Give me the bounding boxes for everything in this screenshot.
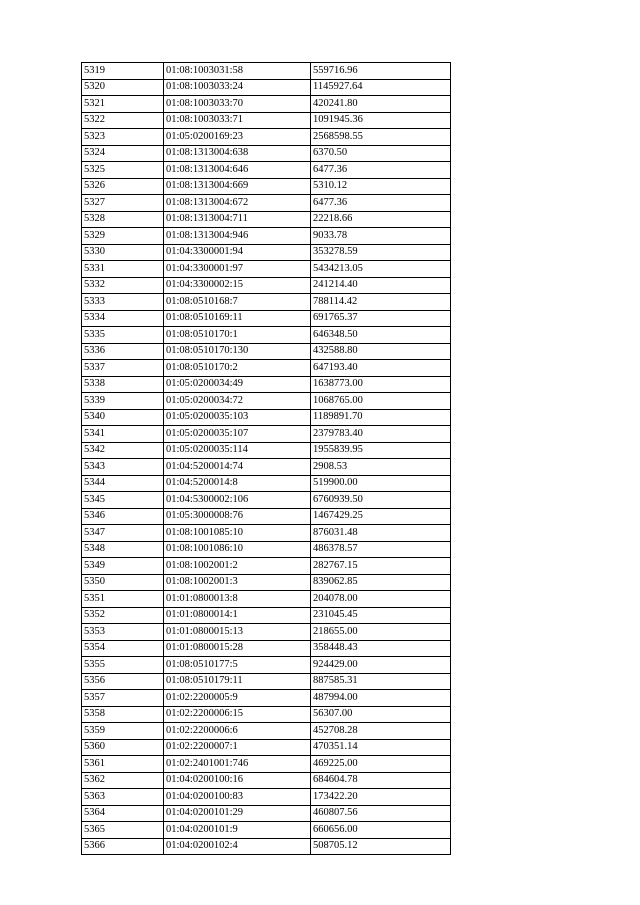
row-number-cell: 5364 bbox=[82, 805, 164, 822]
value-cell: 487994.00 bbox=[311, 690, 451, 707]
cadastral-number-cell: 01:08:1001086:10 bbox=[164, 541, 311, 558]
row-number-cell: 5346 bbox=[82, 508, 164, 525]
table-row bbox=[82, 459, 451, 476]
value-cell: 2568598.55 bbox=[311, 129, 451, 146]
cadastral-number-cell: 01:04:0200100:16 bbox=[164, 772, 311, 789]
row-number-cell: 5334 bbox=[82, 310, 164, 327]
table-row bbox=[82, 475, 451, 492]
value-cell: 508705.12 bbox=[311, 838, 451, 855]
cadastral-number-cell: 01:08:0510170:130 bbox=[164, 343, 311, 360]
value-cell: 173422.20 bbox=[311, 789, 451, 806]
table-row bbox=[82, 343, 451, 360]
cadastral-number-cell: 01:08:1313004:946 bbox=[164, 228, 311, 245]
row-number-cell: 5357 bbox=[82, 690, 164, 707]
row-number-cell: 5340 bbox=[82, 409, 164, 426]
value-cell: 486378.57 bbox=[311, 541, 451, 558]
row-number-cell: 5339 bbox=[82, 393, 164, 410]
row-number-cell: 5343 bbox=[82, 459, 164, 476]
table-row bbox=[82, 310, 451, 327]
table-row bbox=[82, 706, 451, 723]
table-row bbox=[82, 129, 451, 146]
table-row bbox=[82, 442, 451, 459]
table-row bbox=[82, 789, 451, 806]
row-number-cell: 5363 bbox=[82, 789, 164, 806]
row-number-cell: 5351 bbox=[82, 591, 164, 608]
table-row bbox=[82, 574, 451, 591]
value-cell: 22218.66 bbox=[311, 211, 451, 228]
value-cell: 2908.53 bbox=[311, 459, 451, 476]
table-row bbox=[82, 228, 451, 245]
cadastral-number-cell: 01:04:5200014:74 bbox=[164, 459, 311, 476]
cadastral-number-cell: 01:04:0200101:9 bbox=[164, 822, 311, 839]
cadastral-number-cell: 01:04:5300002:106 bbox=[164, 492, 311, 509]
table-row bbox=[82, 393, 451, 410]
value-cell: 56307.00 bbox=[311, 706, 451, 723]
cadastral-number-cell: 01:08:1313004:711 bbox=[164, 211, 311, 228]
cadastral-number-cell: 01:02:2401001:746 bbox=[164, 756, 311, 773]
table-row bbox=[82, 211, 451, 228]
table-row bbox=[82, 294, 451, 311]
value-cell: 358448.43 bbox=[311, 640, 451, 657]
cadastral-number-cell: 01:05:0200034:49 bbox=[164, 376, 311, 393]
value-cell: 519900.00 bbox=[311, 475, 451, 492]
table-row bbox=[82, 558, 451, 575]
table-row bbox=[82, 739, 451, 756]
value-cell: 876031.48 bbox=[311, 525, 451, 542]
table-row bbox=[82, 591, 451, 608]
table-row bbox=[82, 426, 451, 443]
table-row bbox=[82, 492, 451, 509]
table-row bbox=[82, 690, 451, 707]
row-number-cell: 5323 bbox=[82, 129, 164, 146]
value-cell: 1467429.25 bbox=[311, 508, 451, 525]
table-row bbox=[82, 673, 451, 690]
value-cell: 6370.50 bbox=[311, 145, 451, 162]
cadastral-number-cell: 01:08:1002001:2 bbox=[164, 558, 311, 575]
row-number-cell: 5331 bbox=[82, 261, 164, 278]
cadastral-number-cell: 01:08:0510177:5 bbox=[164, 657, 311, 674]
row-number-cell: 5349 bbox=[82, 558, 164, 575]
value-cell: 2379783.40 bbox=[311, 426, 451, 443]
table-row bbox=[82, 327, 451, 344]
value-cell: 6477.36 bbox=[311, 195, 451, 212]
cadastral-number-cell: 01:01:0800015:13 bbox=[164, 624, 311, 641]
cadastral-number-cell: 01:05:0200169:23 bbox=[164, 129, 311, 146]
value-cell: 5434213.05 bbox=[311, 261, 451, 278]
row-number-cell: 5341 bbox=[82, 426, 164, 443]
table-row bbox=[82, 508, 451, 525]
row-number-cell: 5329 bbox=[82, 228, 164, 245]
cadastral-number-cell: 01:08:0510168:7 bbox=[164, 294, 311, 311]
row-number-cell: 5366 bbox=[82, 838, 164, 855]
cadastral-number-cell: 01:04:3300001:94 bbox=[164, 244, 311, 261]
value-cell: 420241.80 bbox=[311, 96, 451, 113]
table-row bbox=[82, 657, 451, 674]
cadastral-number-cell: 01:02:2200006:15 bbox=[164, 706, 311, 723]
cadastral-number-cell: 01:04:0200101:29 bbox=[164, 805, 311, 822]
value-cell: 684604.78 bbox=[311, 772, 451, 789]
row-number-cell: 5335 bbox=[82, 327, 164, 344]
table-row bbox=[82, 805, 451, 822]
value-cell: 788114.42 bbox=[311, 294, 451, 311]
table-row bbox=[82, 195, 451, 212]
cadastral-number-cell: 01:08:0510179:11 bbox=[164, 673, 311, 690]
value-cell: 432588.80 bbox=[311, 343, 451, 360]
value-cell: 887585.31 bbox=[311, 673, 451, 690]
cadastral-number-cell: 01:08:1003031:58 bbox=[164, 63, 311, 80]
table-row bbox=[82, 96, 451, 113]
value-cell: 1068765.00 bbox=[311, 393, 451, 410]
value-cell: 1145927.64 bbox=[311, 79, 451, 96]
row-number-cell: 5320 bbox=[82, 79, 164, 96]
table-row bbox=[82, 261, 451, 278]
cadastral-number-cell: 01:08:1313004:646 bbox=[164, 162, 311, 179]
row-number-cell: 5325 bbox=[82, 162, 164, 179]
value-cell: 839062.85 bbox=[311, 574, 451, 591]
value-cell: 559716.96 bbox=[311, 63, 451, 80]
value-cell: 282767.15 bbox=[311, 558, 451, 575]
cadastral-number-cell: 01:02:2200005:9 bbox=[164, 690, 311, 707]
row-number-cell: 5354 bbox=[82, 640, 164, 657]
value-cell: 460807.56 bbox=[311, 805, 451, 822]
table-row bbox=[82, 145, 451, 162]
value-cell: 9033.78 bbox=[311, 228, 451, 245]
row-number-cell: 5328 bbox=[82, 211, 164, 228]
row-number-cell: 5353 bbox=[82, 624, 164, 641]
table-row bbox=[82, 277, 451, 294]
table-row bbox=[82, 79, 451, 96]
table-row bbox=[82, 63, 451, 80]
row-number-cell: 5332 bbox=[82, 277, 164, 294]
value-cell: 6477.36 bbox=[311, 162, 451, 179]
value-cell: 452708.28 bbox=[311, 723, 451, 740]
row-number-cell: 5337 bbox=[82, 360, 164, 377]
row-number-cell: 5356 bbox=[82, 673, 164, 690]
cadastral-number-cell: 01:05:0200034:72 bbox=[164, 393, 311, 410]
table-row bbox=[82, 640, 451, 657]
value-cell: 5310.12 bbox=[311, 178, 451, 195]
row-number-cell: 5352 bbox=[82, 607, 164, 624]
table-row bbox=[82, 409, 451, 426]
row-number-cell: 5362 bbox=[82, 772, 164, 789]
row-number-cell: 5361 bbox=[82, 756, 164, 773]
cadastral-number-cell: 01:04:3300001:97 bbox=[164, 261, 311, 278]
value-cell: 231045.45 bbox=[311, 607, 451, 624]
row-number-cell: 5333 bbox=[82, 294, 164, 311]
value-cell: 1091945.36 bbox=[311, 112, 451, 129]
cadastral-number-cell: 01:08:0510170:2 bbox=[164, 360, 311, 377]
cadastral-number-cell: 01:01:0800015:28 bbox=[164, 640, 311, 657]
cadastral-number-cell: 01:08:0510169:11 bbox=[164, 310, 311, 327]
cadastral-number-cell: 01:08:1002001:3 bbox=[164, 574, 311, 591]
cadastral-number-cell: 01:01:0800013:8 bbox=[164, 591, 311, 608]
value-cell: 218655.00 bbox=[311, 624, 451, 641]
value-cell: 1189891.70 bbox=[311, 409, 451, 426]
value-cell: 353278.59 bbox=[311, 244, 451, 261]
value-cell: 241214.40 bbox=[311, 277, 451, 294]
cadastral-number-cell: 01:08:1313004:669 bbox=[164, 178, 311, 195]
cadastral-number-cell: 01:08:1003033:24 bbox=[164, 79, 311, 96]
cadastral-number-cell: 01:08:1003033:71 bbox=[164, 112, 311, 129]
table-row bbox=[82, 838, 451, 855]
value-cell: 1638773.00 bbox=[311, 376, 451, 393]
row-number-cell: 5345 bbox=[82, 492, 164, 509]
cadastral-number-cell: 01:05:0200035:114 bbox=[164, 442, 311, 459]
value-cell: 924429.00 bbox=[311, 657, 451, 674]
row-number-cell: 5338 bbox=[82, 376, 164, 393]
cadastral-number-cell: 01:01:0800014:1 bbox=[164, 607, 311, 624]
table-row bbox=[82, 244, 451, 261]
row-number-cell: 5359 bbox=[82, 723, 164, 740]
row-number-cell: 5358 bbox=[82, 706, 164, 723]
table-row bbox=[82, 624, 451, 641]
table-row bbox=[82, 541, 451, 558]
value-cell: 469225.00 bbox=[311, 756, 451, 773]
row-number-cell: 5347 bbox=[82, 525, 164, 542]
cadastral-number-cell: 01:08:1313004:638 bbox=[164, 145, 311, 162]
value-cell: 204078.00 bbox=[311, 591, 451, 608]
value-cell: 691765.37 bbox=[311, 310, 451, 327]
row-number-cell: 5350 bbox=[82, 574, 164, 591]
cadastral-number-cell: 01:08:1001085:10 bbox=[164, 525, 311, 542]
row-number-cell: 5348 bbox=[82, 541, 164, 558]
cadastral-number-cell: 01:08:1313004:672 bbox=[164, 195, 311, 212]
row-number-cell: 5330 bbox=[82, 244, 164, 261]
row-number-cell: 5327 bbox=[82, 195, 164, 212]
row-number-cell: 5322 bbox=[82, 112, 164, 129]
cadastral-number-cell: 01:05:3000008:76 bbox=[164, 508, 311, 525]
cadastral-number-cell: 01:05:0200035:103 bbox=[164, 409, 311, 426]
value-cell: 646348.50 bbox=[311, 327, 451, 344]
table-row bbox=[82, 376, 451, 393]
table-row bbox=[82, 756, 451, 773]
row-number-cell: 5319 bbox=[82, 63, 164, 80]
value-cell: 1955839.95 bbox=[311, 442, 451, 459]
table-row bbox=[82, 162, 451, 179]
row-number-cell: 5360 bbox=[82, 739, 164, 756]
value-cell: 647193.40 bbox=[311, 360, 451, 377]
cadastral-number-cell: 01:04:0200102:4 bbox=[164, 838, 311, 855]
row-number-cell: 5336 bbox=[82, 343, 164, 360]
value-cell: 6760939.50 bbox=[311, 492, 451, 509]
value-cell: 660656.00 bbox=[311, 822, 451, 839]
table-row bbox=[82, 178, 451, 195]
cadastral-number-cell: 01:04:0200100:83 bbox=[164, 789, 311, 806]
table-row bbox=[82, 772, 451, 789]
row-number-cell: 5355 bbox=[82, 657, 164, 674]
table-row bbox=[82, 822, 451, 839]
table-row bbox=[82, 112, 451, 129]
row-number-cell: 5326 bbox=[82, 178, 164, 195]
table-row bbox=[82, 723, 451, 740]
cadastral-number-cell: 01:04:5200014:8 bbox=[164, 475, 311, 492]
cadastral-number-cell: 01:05:0200035:107 bbox=[164, 426, 311, 443]
cadastral-number-cell: 01:04:3300002:15 bbox=[164, 277, 311, 294]
data-table bbox=[81, 62, 451, 855]
table-row bbox=[82, 360, 451, 377]
table-body bbox=[82, 63, 451, 855]
table-row bbox=[82, 525, 451, 542]
row-number-cell: 5344 bbox=[82, 475, 164, 492]
row-number-cell: 5342 bbox=[82, 442, 164, 459]
cadastral-number-cell: 01:08:0510170:1 bbox=[164, 327, 311, 344]
row-number-cell: 5324 bbox=[82, 145, 164, 162]
cadastral-number-cell: 01:02:2200007:1 bbox=[164, 739, 311, 756]
table-row bbox=[82, 607, 451, 624]
cadastral-number-cell: 01:08:1003033:70 bbox=[164, 96, 311, 113]
value-cell: 470351.14 bbox=[311, 739, 451, 756]
row-number-cell: 5321 bbox=[82, 96, 164, 113]
cadastral-number-cell: 01:02:2200006:6 bbox=[164, 723, 311, 740]
row-number-cell: 5365 bbox=[82, 822, 164, 839]
